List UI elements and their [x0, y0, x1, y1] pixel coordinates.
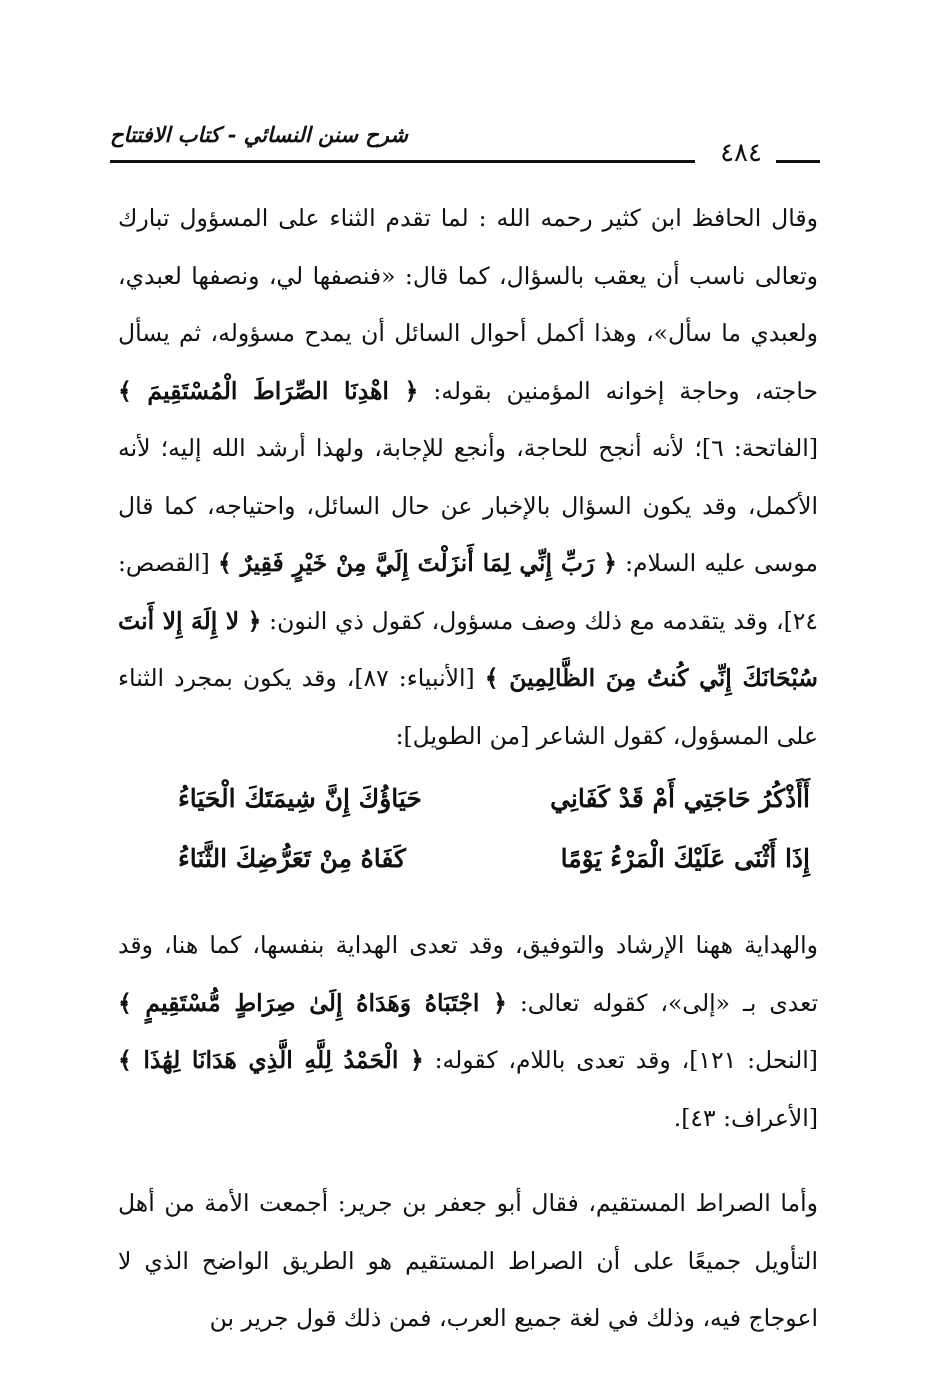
poem-verse: [118, 769, 818, 829]
quran-quote: ﴿ لا إِلَهَ إِلا أَنتَ سُبْحَانَكَ إِنِّي كُنتُ مِنَ الظَّالِمِينَ ﴾: [118, 606, 818, 692]
page-header: [110, 118, 820, 174]
text-segment: [النحل: ١٢١]، وقد تعدى باللام، كقوله:: [423, 1046, 818, 1074]
quran-quote: ﴿ اهْدِنَا الصِّرَاطَ الْمُسْتَقِيمَ ﴾: [118, 376, 419, 405]
quran-quote: ﴿ الْحَمْدُ لِلَّهِ الَّذِي هَدَانَا لِهَٰذَا ﴾: [118, 1046, 424, 1074]
text-segment: [القصص: ٢٤]، وقد يتقدمه مع ذلك وصف مسؤول، كقول ذي النون:: [118, 549, 819, 635]
paragraph-2: [118, 917, 818, 1147]
text-segment: وقال الحافظ ابن كثير رحمه الله : لما تقدم الثناء على المسؤول تبارك وتعالى ناسب أن يعقب بالسؤال، كما قال: «فنصفها لي، ونصفها لعبدي، ولعبدي ما سأل»، وهذا أكمل أحوال السائل أن يمدح مسؤوله، ثم يسأل حاجته، وحاجة إخوانه المؤمنين بقوله:: [118, 204, 819, 405]
paragraph-3: [118, 1175, 818, 1348]
verse-first-hemistich: أَأَذْكُرُ حَاجَتِي أَمْ قَدْ كَفَانِي: [550, 784, 810, 813]
verse-second-hemistich: حَيَاؤُكَ إِنَّ شِيمَتَكَ الْحَيَاءُ: [178, 784, 422, 813]
text-segment: [الأعراف: ٤٣].: [673, 1103, 818, 1132]
quran-quote: ﴿ اجْتَبَاهُ وَهَدَاهُ إِلَىٰ صِرَاطٍ مُّسْتَقِيمٍ ﴾: [118, 988, 507, 1017]
verse-second-hemistich: كَفَاهُ مِنْ تَعَرُّضِكَ الثَّنَاءُ: [178, 844, 406, 873]
quran-quote: ﴿ رَبِّ إِنِّي لِمَا أَنزَلْتَ إِلَيَّ مِنْ خَيْرٍ فَقِيرٌ ﴾: [217, 549, 617, 577]
header-rule: [110, 160, 695, 163]
header-rule-short: [776, 160, 820, 163]
verse-first-hemistich: إِذَا أَثْنَى عَلَيْكَ الْمَرْءُ يَوْمًا: [560, 844, 810, 873]
poem-verse: [118, 829, 818, 889]
page-number: ٤٨٤: [720, 138, 762, 168]
text-segment: [الفاتحة: ٦]؛ لأنه أنجح للحاجة، وأنجع للإجابة، ولهذا أرشد الله إليه؛ لأنه الأكمل، وقد يكون السؤال بالإخبار عن حال السائل، واحتياجه، كما قال موسى عليه السلام:: [118, 434, 818, 577]
text-segment: وأما الصراط المستقيم، فقال أبو جعفر بن جرير: أجمعت الأمة من أهل التأويل جميعًا على أن الصراط المستقيم هو الطريق الواضح الذي لا اعوجاج فيه، وذلك في لغة جميع العرب، فمن ذلك قول جرير بن: [118, 1189, 818, 1332]
page-body: [118, 190, 818, 1348]
paragraph-1: [118, 190, 818, 765]
text-segment: والهداية ههنا الإرشاد والتوفيق، وقد تعدى الهداية بنفسها، كما هنا، وقد تعدى بـ «إلى»، كقوله تعالى:: [118, 931, 818, 1017]
running-title: شرح سنن النسائي - كتاب الافتتاح: [110, 122, 408, 147]
text-segment: [الأنبياء: ٨٧]، وقد يكون بمجرد الثناء على المسؤول، كقول الشاعر [من الطويل]:: [118, 664, 818, 750]
poem: [118, 769, 818, 889]
